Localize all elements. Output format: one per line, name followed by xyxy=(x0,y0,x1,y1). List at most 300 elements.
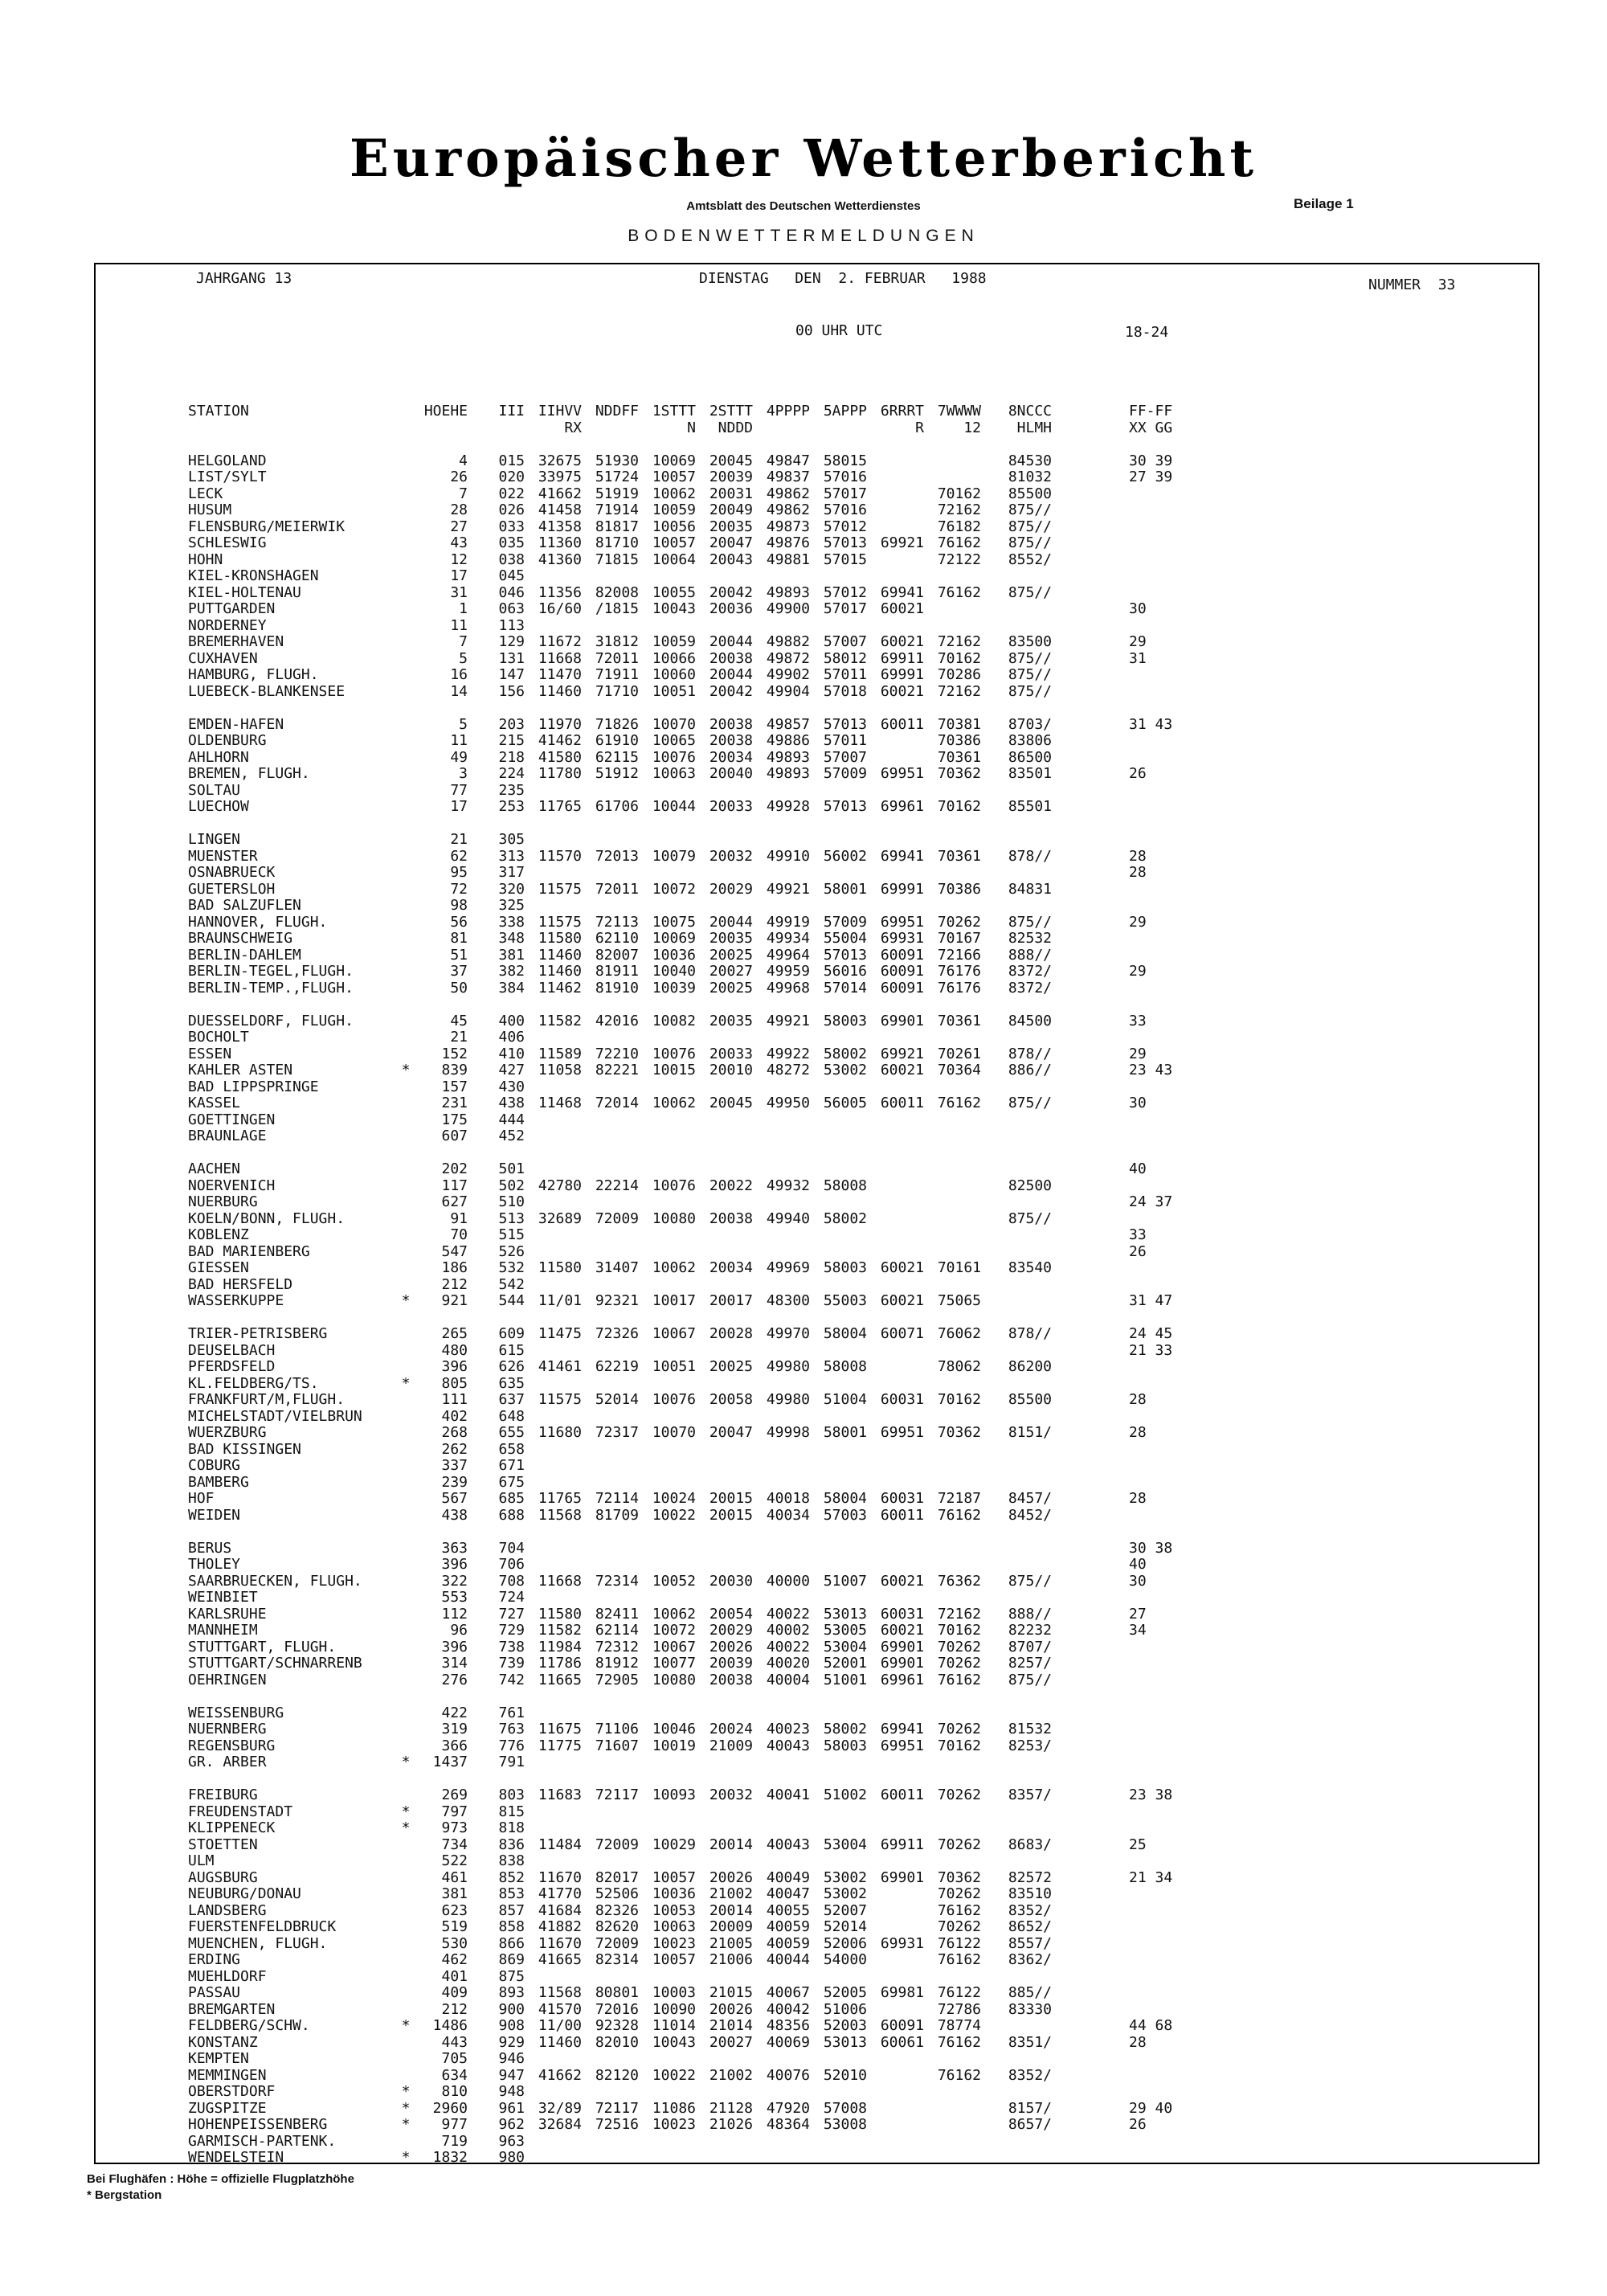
table-row xyxy=(188,865,1206,882)
station-name: LUEBECK-BLANKENSEE xyxy=(188,682,346,700)
group-2: 72114 xyxy=(595,1490,639,1507)
separator-cell xyxy=(188,700,1206,717)
group-9 xyxy=(981,1161,1052,1178)
group-9: 83540 xyxy=(1008,1259,1052,1276)
group-6: 55004 xyxy=(823,930,867,947)
wind-gust: 31 xyxy=(1129,649,1147,667)
station-height: 276 xyxy=(441,1671,468,1688)
group-8: 72187 xyxy=(937,1490,981,1507)
gap-cell xyxy=(1052,1754,1129,1771)
group-7: 60021 xyxy=(880,600,924,617)
group-8: 78062 xyxy=(937,1358,981,1375)
group-2 xyxy=(582,1128,639,1145)
group-2: 72014 xyxy=(595,1095,639,1111)
group-1 xyxy=(525,1029,582,1046)
group-6: 58002 xyxy=(823,1209,867,1227)
mountain-mark xyxy=(391,453,421,470)
table-row xyxy=(188,585,1206,602)
group-7: 60011 xyxy=(880,1506,924,1524)
station-index: 704 xyxy=(498,1539,525,1557)
group-1 xyxy=(525,1079,582,1096)
group-8: 72162 xyxy=(937,1605,981,1623)
station-height: 438 xyxy=(441,1506,468,1524)
station-name: FLENSBURG/MEIERWIK xyxy=(188,518,346,535)
group-5 xyxy=(753,1194,810,1211)
station-height: 186 xyxy=(441,1259,468,1276)
group-5: 49837 xyxy=(766,469,810,485)
wind-gust xyxy=(1129,1655,1206,1672)
footnote-airport: Bei Flughäfen : Höhe = offizielle Flugplatzhöhe xyxy=(87,2172,354,2186)
separator-cell xyxy=(188,816,1206,833)
station-height: 56 xyxy=(450,913,468,931)
group-7 xyxy=(867,1227,924,1244)
gap-cell xyxy=(1052,1392,1129,1409)
group-2: 82326 xyxy=(595,1901,639,1919)
station-index: 818 xyxy=(498,1819,525,1836)
group-6: 57007 xyxy=(823,633,867,650)
group-6: 53013 xyxy=(823,2033,867,2051)
mountain-mark xyxy=(391,1244,421,1261)
mountain-mark xyxy=(391,469,421,486)
group-7 xyxy=(867,453,924,470)
station-index: 410 xyxy=(498,1045,525,1062)
group-5: 49980 xyxy=(766,1358,810,1375)
group-1: 41360 xyxy=(538,550,582,568)
group-1: 11460 xyxy=(538,682,582,700)
wind-gust xyxy=(1129,1376,1206,1393)
mountain-mark xyxy=(391,1128,421,1145)
group-2: 72009 xyxy=(595,1934,639,1952)
group-3: 10056 xyxy=(652,518,696,535)
group-5: 47920 xyxy=(766,2099,810,2117)
group-3 xyxy=(639,1820,696,1837)
wind-gust xyxy=(1129,1458,1206,1475)
group-4 xyxy=(696,783,753,800)
group-8: 70167 xyxy=(937,930,981,947)
gap-cell xyxy=(1052,1705,1129,1722)
group-9: 875// xyxy=(1008,649,1052,667)
group-4 xyxy=(696,1541,753,1557)
group-6: 56005 xyxy=(823,1095,867,1111)
group-7: 69901 xyxy=(880,1868,924,1886)
wind-gust xyxy=(1129,1705,1206,1722)
station-name: BREMGARTEN xyxy=(188,2000,276,2018)
station-index: 253 xyxy=(498,798,525,815)
group-7 xyxy=(867,1754,924,1771)
group-7 xyxy=(867,1211,924,1228)
station-name: TRIER-PETRISBERG xyxy=(188,1325,328,1342)
group-7 xyxy=(867,1376,924,1393)
group-2: 61706 xyxy=(595,798,639,815)
group-6: 57017 xyxy=(823,485,867,502)
group-1 xyxy=(525,1227,582,1244)
mountain-mark xyxy=(391,2051,421,2068)
group-4 xyxy=(696,1969,753,1986)
group-1: 11568 xyxy=(538,1506,582,1524)
mountain-mark xyxy=(391,865,421,882)
group-8 xyxy=(924,1853,981,1870)
gap-cell xyxy=(1052,898,1129,915)
group-7 xyxy=(867,750,924,767)
group-5: 40043 xyxy=(766,1737,810,1754)
group-5 xyxy=(753,1409,810,1426)
wind-gust xyxy=(1129,1754,1206,1771)
group-8: 72786 xyxy=(937,2000,981,2018)
gap-cell xyxy=(1052,865,1129,882)
group-4: 20054 xyxy=(709,1605,753,1623)
group-6: 58004 xyxy=(823,1325,867,1342)
group-6: 58002 xyxy=(823,1721,867,1737)
group-3: 10076 xyxy=(652,748,696,766)
wind-gust: 29 xyxy=(1129,913,1147,931)
group-5: 49893 xyxy=(766,583,810,601)
group-2: 72210 xyxy=(595,1045,639,1062)
station-index: 015 xyxy=(498,452,525,469)
station-height: 314 xyxy=(441,1655,468,1672)
table-row xyxy=(188,947,1206,964)
group-2: 92328 xyxy=(595,2017,639,2034)
group-9: 886// xyxy=(1008,1062,1052,1078)
group-8: 70262 xyxy=(937,1655,981,1672)
table-row xyxy=(188,1837,1206,1854)
station-index: 866 xyxy=(498,1934,525,1952)
station-index: 026 xyxy=(498,501,525,518)
group-9 xyxy=(981,1705,1052,1722)
group-6: 58003 xyxy=(823,1259,867,1276)
station-name: STUTTGART, FLUGH. xyxy=(188,1638,337,1655)
group-5: 40018 xyxy=(766,1490,810,1507)
section-title: BODENWETTERMELDUNGEN xyxy=(628,227,979,245)
station-name: SOLTAU xyxy=(188,781,241,799)
wind-gust xyxy=(1129,2134,1206,2151)
station-height: 839 xyxy=(441,1062,468,1078)
table-row xyxy=(188,766,1206,783)
gap-cell xyxy=(1052,1590,1129,1606)
group-3: 11014 xyxy=(652,2017,696,2034)
station-height: 27 xyxy=(450,518,468,535)
group-5: 40055 xyxy=(766,1901,810,1919)
gap-cell xyxy=(1052,2002,1129,2019)
gap-cell xyxy=(1052,1046,1129,1063)
group-5: 49940 xyxy=(766,1209,810,1227)
column-header-row xyxy=(188,420,1206,437)
group-5 xyxy=(753,1128,810,1145)
group-5: 40076 xyxy=(766,2066,810,2084)
group-3 xyxy=(639,1590,696,1606)
group-6 xyxy=(810,1409,867,1426)
group-9: 8557/ xyxy=(1008,1934,1052,1952)
group-4: 21128 xyxy=(709,2099,753,2117)
mountain-mark xyxy=(391,1969,421,1986)
group-4 xyxy=(696,1376,753,1393)
table-row xyxy=(188,1442,1206,1459)
group-3: 10055 xyxy=(652,583,696,601)
station-name: STOETTEN xyxy=(188,1836,258,1853)
mountain-mark: * xyxy=(401,1819,411,1836)
separator-cell xyxy=(188,997,1206,1013)
station-name: SCHLESWIG xyxy=(188,534,267,551)
station-index: 615 xyxy=(498,1341,525,1359)
group-6: 57012 xyxy=(823,518,867,535)
group-5: 49950 xyxy=(766,1095,810,1111)
group-6: 51007 xyxy=(823,1572,867,1590)
group-3: 10019 xyxy=(652,1737,696,1754)
table-row xyxy=(188,651,1206,668)
group-5 xyxy=(753,1969,810,1986)
group-8: 76162 xyxy=(937,2066,981,2084)
group-2: 51930 xyxy=(595,452,639,469)
group-1: 41770 xyxy=(538,1885,582,1902)
group-9: 8372/ xyxy=(1008,979,1052,997)
group-4 xyxy=(696,1244,753,1261)
group-8 xyxy=(924,1376,981,1393)
group-2: 42016 xyxy=(595,1012,639,1029)
station-height: 96 xyxy=(450,1622,468,1639)
group-4: 21026 xyxy=(709,2116,753,2133)
mountain-mark xyxy=(391,1721,421,1738)
group-5: 49921 xyxy=(766,880,810,898)
group-8: 76162 xyxy=(937,534,981,551)
group-7 xyxy=(867,552,924,569)
group-6: 57007 xyxy=(823,748,867,766)
station-height: 522 xyxy=(441,1852,468,1869)
group-8 xyxy=(924,1194,981,1211)
group-6 xyxy=(810,2051,867,2068)
group-7 xyxy=(867,1705,924,1722)
station-name: LECK xyxy=(188,485,223,502)
group-1: 11460 xyxy=(538,946,582,964)
mountain-mark xyxy=(391,931,421,947)
group-9: 8352/ xyxy=(1008,2066,1052,2084)
group-6 xyxy=(810,1557,867,1574)
group-8: 70362 xyxy=(937,765,981,782)
wind-gust: 31 47 xyxy=(1129,1292,1173,1309)
group-9: 84500 xyxy=(1008,1012,1052,1029)
group-9 xyxy=(981,832,1052,849)
station-index: 510 xyxy=(498,1193,525,1210)
station-height: 26 xyxy=(450,469,468,485)
wind-gust xyxy=(1129,502,1206,519)
gap-cell xyxy=(1052,585,1129,602)
group-4: 20034 xyxy=(709,1259,753,1276)
wind-gust xyxy=(1129,585,1206,602)
group-5 xyxy=(753,783,810,800)
mountain-mark xyxy=(391,898,421,915)
group-8 xyxy=(924,832,981,849)
gap-cell xyxy=(1052,1837,1129,1854)
station-index: 430 xyxy=(498,1078,525,1095)
group-1 xyxy=(525,1853,582,1870)
gap-cell xyxy=(1052,1919,1129,1936)
wind-gust: 28 xyxy=(1129,1424,1147,1441)
group-6 xyxy=(810,1458,867,1475)
station-index: 320 xyxy=(498,880,525,898)
group-4: 20030 xyxy=(709,1572,753,1590)
group-3: 10082 xyxy=(652,1012,696,1029)
group-9: 8457/ xyxy=(1008,1490,1052,1507)
group-5: 40042 xyxy=(766,2000,810,2018)
group-6 xyxy=(810,783,867,800)
station-name: LINGEN xyxy=(188,831,241,848)
station-name: KIEL-HOLTENAU xyxy=(188,583,301,601)
group-3 xyxy=(639,832,696,849)
group-1 xyxy=(525,783,582,800)
station-height: 21 xyxy=(450,1029,468,1046)
group-1: 11570 xyxy=(538,847,582,865)
gap-cell xyxy=(1052,1820,1129,1837)
group-7: 69951 xyxy=(880,1424,924,1441)
group-3: 10043 xyxy=(652,2033,696,2051)
station-height: 202 xyxy=(441,1160,468,1177)
wind-gust xyxy=(1129,1112,1206,1129)
group-6 xyxy=(810,1804,867,1821)
group-6: 57013 xyxy=(823,534,867,551)
group-4 xyxy=(696,1194,753,1211)
group-7: 60071 xyxy=(880,1325,924,1342)
group-8 xyxy=(924,1343,981,1360)
group-6: 58003 xyxy=(823,1737,867,1754)
group-4 xyxy=(696,898,753,915)
station-index: 635 xyxy=(498,1374,525,1392)
station-name: KONSTANZ xyxy=(188,2033,258,2051)
group-7 xyxy=(867,519,924,536)
group-6: 55003 xyxy=(823,1292,867,1309)
group-7 xyxy=(867,469,924,486)
gap-cell xyxy=(1052,1442,1129,1459)
group-9 xyxy=(981,1804,1052,1821)
gap-cell xyxy=(1052,1227,1129,1244)
group-9 xyxy=(981,1590,1052,1606)
group-6 xyxy=(810,1227,867,1244)
wind-gust: 30 xyxy=(1129,600,1147,617)
group-7: 69961 xyxy=(880,798,924,815)
station-name: KARLSRUHE xyxy=(188,1605,267,1623)
station-name: THOLEY xyxy=(188,1556,241,1573)
group-3: 10052 xyxy=(652,1572,696,1590)
wind-gust xyxy=(1129,519,1206,536)
group-2: 72113 xyxy=(595,913,639,931)
group-5: 49934 xyxy=(766,930,810,947)
station-name: GARMISCH-PARTENK. xyxy=(188,2132,337,2150)
group-7: 60021 xyxy=(880,682,924,700)
group-1: 11665 xyxy=(538,1671,582,1688)
group-5: 49847 xyxy=(766,452,810,469)
column-header: 6RRRT xyxy=(880,403,924,420)
group-9: 8552/ xyxy=(1008,550,1052,568)
date-label: DIENSTAG DEN 2. FEBRUAR 1988 xyxy=(699,270,987,287)
gap-cell xyxy=(1052,2068,1129,2085)
group-2: 72009 xyxy=(595,1836,639,1853)
table-row xyxy=(188,1029,1206,1046)
column-header: R xyxy=(915,419,924,436)
group-2: 72314 xyxy=(595,1572,639,1590)
group-1: 11580 xyxy=(538,930,582,947)
mountain-mark xyxy=(391,832,421,849)
group-7 xyxy=(867,1442,924,1459)
separator-cell xyxy=(188,1524,1206,1541)
group-5: 40022 xyxy=(766,1605,810,1623)
station-height: 269 xyxy=(441,1786,468,1803)
group-2: 72016 xyxy=(595,2000,639,2018)
station-index: 406 xyxy=(498,1029,525,1046)
station-name: HELGOLAND xyxy=(188,452,267,469)
group-9 xyxy=(981,1969,1052,1986)
table-row xyxy=(188,1326,1206,1343)
wind-gust xyxy=(1129,2068,1206,2085)
group-separator xyxy=(188,1145,1206,1162)
station-height: 7 xyxy=(459,485,468,502)
group-5: 40044 xyxy=(766,1951,810,1968)
group-1: 11668 xyxy=(538,649,582,667)
group-7: 69901 xyxy=(880,1012,924,1029)
station-height: 152 xyxy=(441,1045,468,1062)
group-3: 10062 xyxy=(652,1095,696,1111)
group-2: 72317 xyxy=(595,1424,639,1441)
station-index: 929 xyxy=(498,2033,525,2051)
group-1: 11460 xyxy=(538,2033,582,2051)
gap-cell xyxy=(1052,1359,1129,1376)
group-7 xyxy=(867,1128,924,1145)
group-9: 8372/ xyxy=(1008,963,1052,980)
station-index: 724 xyxy=(498,1589,525,1606)
station-index: 708 xyxy=(498,1572,525,1590)
wind-gust xyxy=(1129,1475,1206,1492)
group-8 xyxy=(924,601,981,618)
group-5 xyxy=(753,1161,810,1178)
group-3: 10076 xyxy=(652,1045,696,1062)
station-height: 262 xyxy=(441,1440,468,1458)
table-row xyxy=(188,1062,1206,1079)
group-2: 82620 xyxy=(595,1918,639,1935)
group-3 xyxy=(639,1442,696,1459)
station-index: 648 xyxy=(498,1407,525,1425)
table-row xyxy=(188,1820,1206,1837)
gap-cell xyxy=(1052,2134,1129,2151)
group-9 xyxy=(981,865,1052,882)
group-4: 20032 xyxy=(709,1786,753,1803)
station-name: MUEHLDORF xyxy=(188,1967,267,1985)
group-2 xyxy=(582,618,639,635)
group-3 xyxy=(639,1277,696,1294)
group-6 xyxy=(810,1161,867,1178)
group-7: 69991 xyxy=(880,666,924,683)
group-5: 49857 xyxy=(766,715,810,733)
station-height: 519 xyxy=(441,1918,468,1935)
group-6: 57013 xyxy=(823,715,867,733)
wind-gust xyxy=(1129,1409,1206,1426)
group-6: 51002 xyxy=(823,1786,867,1803)
group-9: 875// xyxy=(1008,1095,1052,1111)
group-4: 20017 xyxy=(709,1292,753,1309)
group-1: 11680 xyxy=(538,1424,582,1441)
group-8: 70262 xyxy=(937,1885,981,1902)
mountain-mark xyxy=(391,1277,421,1294)
group-9: 8362/ xyxy=(1008,1951,1052,1968)
group-2 xyxy=(582,1079,639,1096)
group-8: 70261 xyxy=(937,1045,981,1062)
group-1: 11575 xyxy=(538,880,582,898)
group-4: 20027 xyxy=(709,963,753,980)
station-index: 675 xyxy=(498,1473,525,1491)
group-6: 53002 xyxy=(823,1868,867,1886)
group-5: 40043 xyxy=(766,1836,810,1853)
group-7: 69981 xyxy=(880,1984,924,2001)
group-1 xyxy=(525,1343,582,1360)
group-2: 72516 xyxy=(595,2116,639,2133)
station-index: 609 xyxy=(498,1325,525,1342)
table-row xyxy=(188,1804,1206,1821)
group-8: 70162 xyxy=(937,1622,981,1639)
